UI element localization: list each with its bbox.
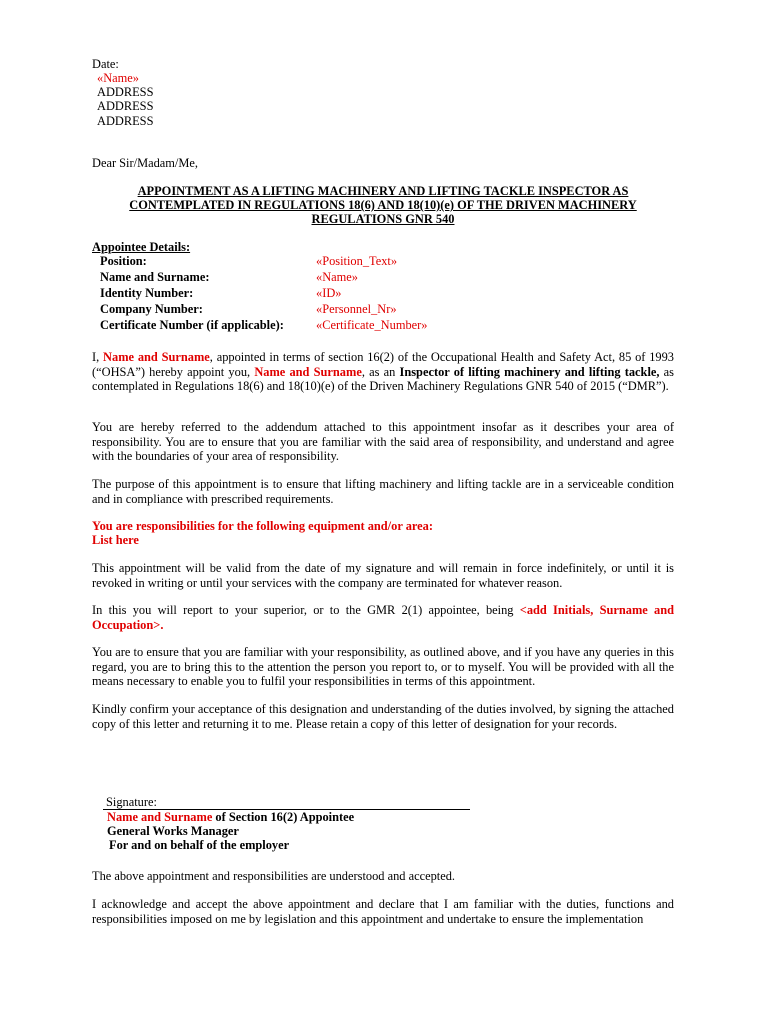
superior-placeholder: <add Initials, Surname and Occupation>. xyxy=(92,603,675,632)
company-number-value: «Personnel_Nr» xyxy=(316,302,397,316)
appointer-name-placeholder: Name and Surname xyxy=(103,350,210,364)
responsibilities-heading: You are responsibilities for the following equipment and/or area: xyxy=(92,519,433,533)
purpose-paragraph: The purpose of this appointment is to ensure that lifting machinery and lifting tackle are in a serviceable condition and in compliance with prescribed requirements. xyxy=(92,477,674,506)
confirmation-paragraph: Kindly confirm your acceptance of this designation and understanding of the duties involved, by signing the attached copy of this letter and returning it to me. Please retain a copy of this letter of designation for your records. xyxy=(92,702,674,731)
acknowledgement-paragraph: I acknowledge and accept the above appointment and declare that I am familiar with the duties, functions and responsibilities imposed on me by legislation and this appointment and undertake to ensure the implementation xyxy=(92,897,674,926)
address-line-1: ADDRESS xyxy=(97,85,154,99)
inspector-role: Inspector of lifting machinery and lifting tackle, xyxy=(399,364,660,379)
address-line-3: ADDRESS xyxy=(97,114,154,128)
acceptance-paragraph: The above appointment and responsibilities are understood and accepted. xyxy=(92,869,455,883)
address-line-2: ADDRESS xyxy=(97,99,154,113)
date-label: Date: xyxy=(92,57,119,71)
signatory-name-placeholder: Name and Surname xyxy=(107,810,213,824)
certificate-number-label: Certificate Number (if applicable): xyxy=(100,318,284,332)
salutation: Dear Sir/Madam/Me, xyxy=(92,156,198,170)
signatory-behalf: For and on behalf of the employer xyxy=(109,838,290,852)
reporting-paragraph: In this you will report to your superior, or to the GMR 2(1) appointee, being <add Initials, Surname and Occupation>. xyxy=(92,603,675,632)
position-value: «Position_Text» xyxy=(316,254,398,268)
title-line-3: REGULATIONS GNR 540 xyxy=(311,212,455,226)
validity-paragraph: This appointment will be valid from the date of my signature and will remain in force indefinitely, or until it is revoked in writing or until your services with the company are terminated for whatever reason. xyxy=(92,561,674,590)
certificate-number-value: «Certificate_Number» xyxy=(316,318,428,332)
signature-label: Signature: xyxy=(106,795,157,809)
appointee-name-placeholder: Name and Surname xyxy=(254,364,362,379)
name-label: Name and Surname: xyxy=(100,270,210,284)
signatory-title: General Works Manager xyxy=(107,824,239,838)
addendum-paragraph: You are hereby referred to the addendum attached to this appointment insofar as it describes your area of responsibility. You are to ensure that you are familiar with the said area of responsibility, and understand and agree with the boundaries of your area of responsibility. xyxy=(92,420,674,464)
appointee-heading: Appointee Details: xyxy=(92,240,191,254)
position-label: Position: xyxy=(100,254,147,268)
title-line-1: APPOINTMENT AS A LIFTING MACHINERY AND LIFTING TACKLE INSPECTOR AS xyxy=(137,184,629,198)
id-label: Identity Number: xyxy=(100,286,194,300)
appointment-paragraph: I, Name and Surname, appointed in terms of section 16(2) of the Occupational Health and Safety Act, 85 of 1993 (“OHSA”) hereby appoint you, Name and Surname, as an Inspector of lifting machinery and lifting tackle, as contemplated in Regulations 18(6) and 18(10)(e) of the Driven Machinery Regulations GNR 540 of 2015 (“DMR”). xyxy=(92,350,675,394)
id-value: «ID» xyxy=(316,286,342,300)
recipient-name-field: «Name» xyxy=(97,71,139,85)
name-value: «Name» xyxy=(316,270,358,284)
company-number-label: Company Number: xyxy=(100,302,203,316)
familiarity-paragraph: You are to ensure that you are familiar with your responsibility, as outlined above, and if you have any queries in this regard, you are to bring this to the attention the person you report to, or to myself. You will be provided with all the means necessary to enable you to fulfil your responsibilities in terms of this appointment. xyxy=(92,645,674,689)
signatory-name: Name and Surname of Section 16(2) Appointee xyxy=(107,810,355,824)
title-line-2: CONTEMPLATED IN REGULATIONS 18(6) AND 18(10)(e) OF THE DRIVEN MACHINERY xyxy=(129,198,637,212)
responsibilities-list-placeholder: List here xyxy=(92,533,139,547)
